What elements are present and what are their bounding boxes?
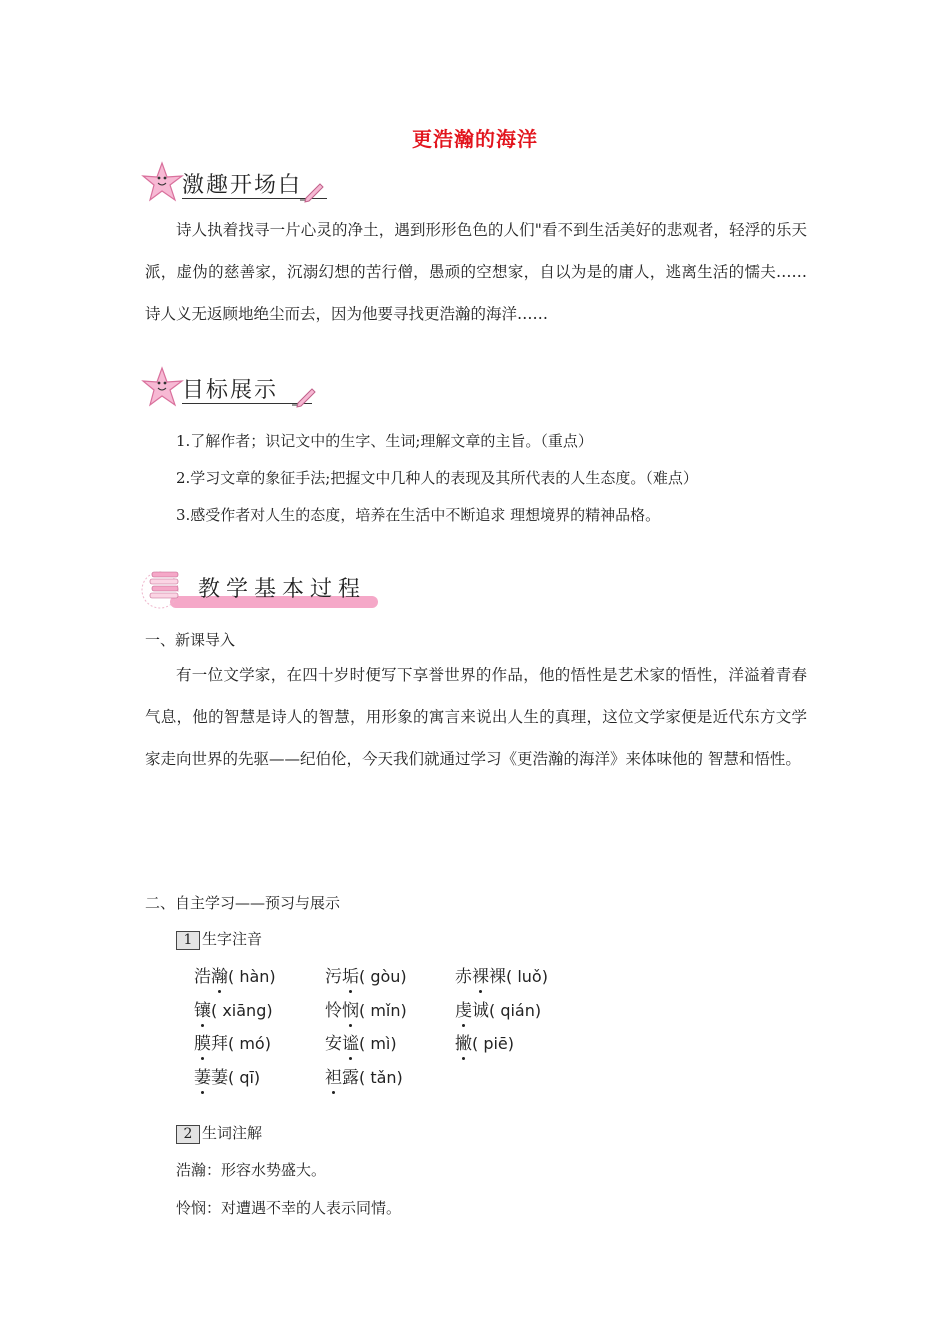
pinyin-pin: ( xiāng) xyxy=(211,1001,273,1020)
pen-icon xyxy=(298,180,326,204)
pinyin-post: 萋 xyxy=(211,1068,228,1088)
pinyin-item xyxy=(194,962,276,987)
pinyin-item xyxy=(325,1063,403,1088)
page-title: 更浩瀚的海洋 xyxy=(412,127,538,151)
goal-item: 3.感受作者对人生的态度，培养在生活中不断追求 理想境界的精神品格。 xyxy=(176,506,661,524)
pinyin-pre: 赤 xyxy=(455,967,472,987)
section-heading-label: 目标展示 xyxy=(182,378,279,403)
pinyin-item xyxy=(325,996,407,1021)
pinyin-dot: 垢 xyxy=(342,962,359,987)
pinyin-post: 拜 xyxy=(211,1034,228,1054)
part-heading: 一、新课导入 xyxy=(145,631,236,649)
pinyin-dot: 膜 xyxy=(194,1029,211,1054)
pinyin-item xyxy=(455,996,541,1021)
subheading-label: 生词注解 xyxy=(202,1124,263,1142)
pinyin-dot: 瀚 xyxy=(211,962,228,987)
pinyin-pin: ( hàn) xyxy=(228,967,276,986)
subheading-vocab xyxy=(176,1122,262,1144)
pinyin-item xyxy=(194,996,273,1021)
pinyin-pin: ( gòu) xyxy=(359,967,407,986)
section-heading-intro xyxy=(140,160,330,210)
pinyin-post: 裸 xyxy=(489,967,506,987)
part1-paragraph: 有一位文学家，在四十岁时便写下享誉世界的作品，他的悟性是艺术家的悟性，洋溢着青春气息，他的智慧是诗人的智慧，用形象的寓言来说出人生的真理，这位文学家便是近代东方文学家走向世界的先驱——纪伯伦，今天我们就通过学习《更浩瀚的海洋》来体味他的 智慧和悟性。 xyxy=(145,666,807,768)
pinyin-dot: 谧 xyxy=(342,1029,359,1054)
pinyin-item xyxy=(325,1029,397,1054)
pinyin-item xyxy=(455,1029,514,1054)
pinyin-pre: 污 xyxy=(325,967,342,987)
intro-paragraph: 诗人执着找寻一片心灵的净土，遇到形形色色的人们"看不到生活美好的悲观者，轻浮的乐天派，虚伪的慈善家，沉溺幻想的苦行僧，愚顽的空想家，自以为是的庸人，逃离生活的懦夫……诗人义无返顾地绝尘而去，因为他要寻找更浩瀚的海洋…… xyxy=(145,221,807,323)
definition-item: 浩瀚：形容水势盛大。 xyxy=(176,1161,327,1179)
pen-icon xyxy=(290,385,318,409)
pinyin-dot: 悯 xyxy=(342,996,359,1021)
goal-item: 2.学习文章的象征手法;把握文中几种人的表现及其所代表的人生态度。（难点） xyxy=(176,469,698,487)
number-box: 1 xyxy=(176,931,200,950)
pinyin-dot: 裸 xyxy=(472,962,489,987)
pinyin-pin: ( luǒ) xyxy=(506,967,548,986)
pinyin-post: 露 xyxy=(342,1068,359,1088)
section-heading-label: 教学基本过程 xyxy=(198,577,367,602)
pinyin-item xyxy=(194,1029,271,1054)
pinyin-pin: ( mǐn) xyxy=(359,1001,407,1020)
pinyin-dot: 镶 xyxy=(194,996,211,1021)
section-banner-process xyxy=(140,562,380,618)
pinyin-pin: ( mó) xyxy=(228,1034,271,1053)
pinyin-item xyxy=(194,1063,260,1088)
number-box: 2 xyxy=(176,1125,200,1144)
pinyin-pre: 浩 xyxy=(194,967,211,987)
pinyin-pin: ( tǎn) xyxy=(359,1068,403,1087)
pinyin-pin: ( qī) xyxy=(228,1068,261,1087)
pinyin-dot: 萋 xyxy=(194,1063,211,1088)
pinyin-dot: 撇 xyxy=(455,1029,472,1054)
subheading-label: 生字注音 xyxy=(202,930,263,948)
pinyin-item xyxy=(325,962,407,987)
pinyin-pin: ( mì) xyxy=(359,1034,397,1053)
pinyin-dot: 虔 xyxy=(455,996,472,1021)
pinyin-dot: 袒 xyxy=(325,1063,342,1088)
pinyin-pin: ( piē) xyxy=(472,1034,515,1053)
pinyin-pre: 安 xyxy=(325,1034,342,1054)
pinyin-pre: 怜 xyxy=(325,1001,342,1021)
star-mascot-icon xyxy=(140,160,188,208)
part-heading: 二、自主学习——预习与展示 xyxy=(145,894,341,912)
goal-item: 1.了解作者；识记文中的生字、生词;理解文章的主旨。（重点） xyxy=(176,432,593,450)
star-mascot-icon xyxy=(140,365,188,413)
subheading-pinyin xyxy=(176,928,262,950)
pinyin-pin: ( qián) xyxy=(489,1001,542,1020)
pinyin-post: 诚 xyxy=(472,1001,489,1021)
section-heading-goals xyxy=(140,365,330,415)
section-heading-label: 激趣开场白 xyxy=(182,173,303,198)
definition-item: 怜悯：对遭遇不幸的人表示同情。 xyxy=(176,1199,402,1217)
pinyin-item xyxy=(455,962,548,987)
